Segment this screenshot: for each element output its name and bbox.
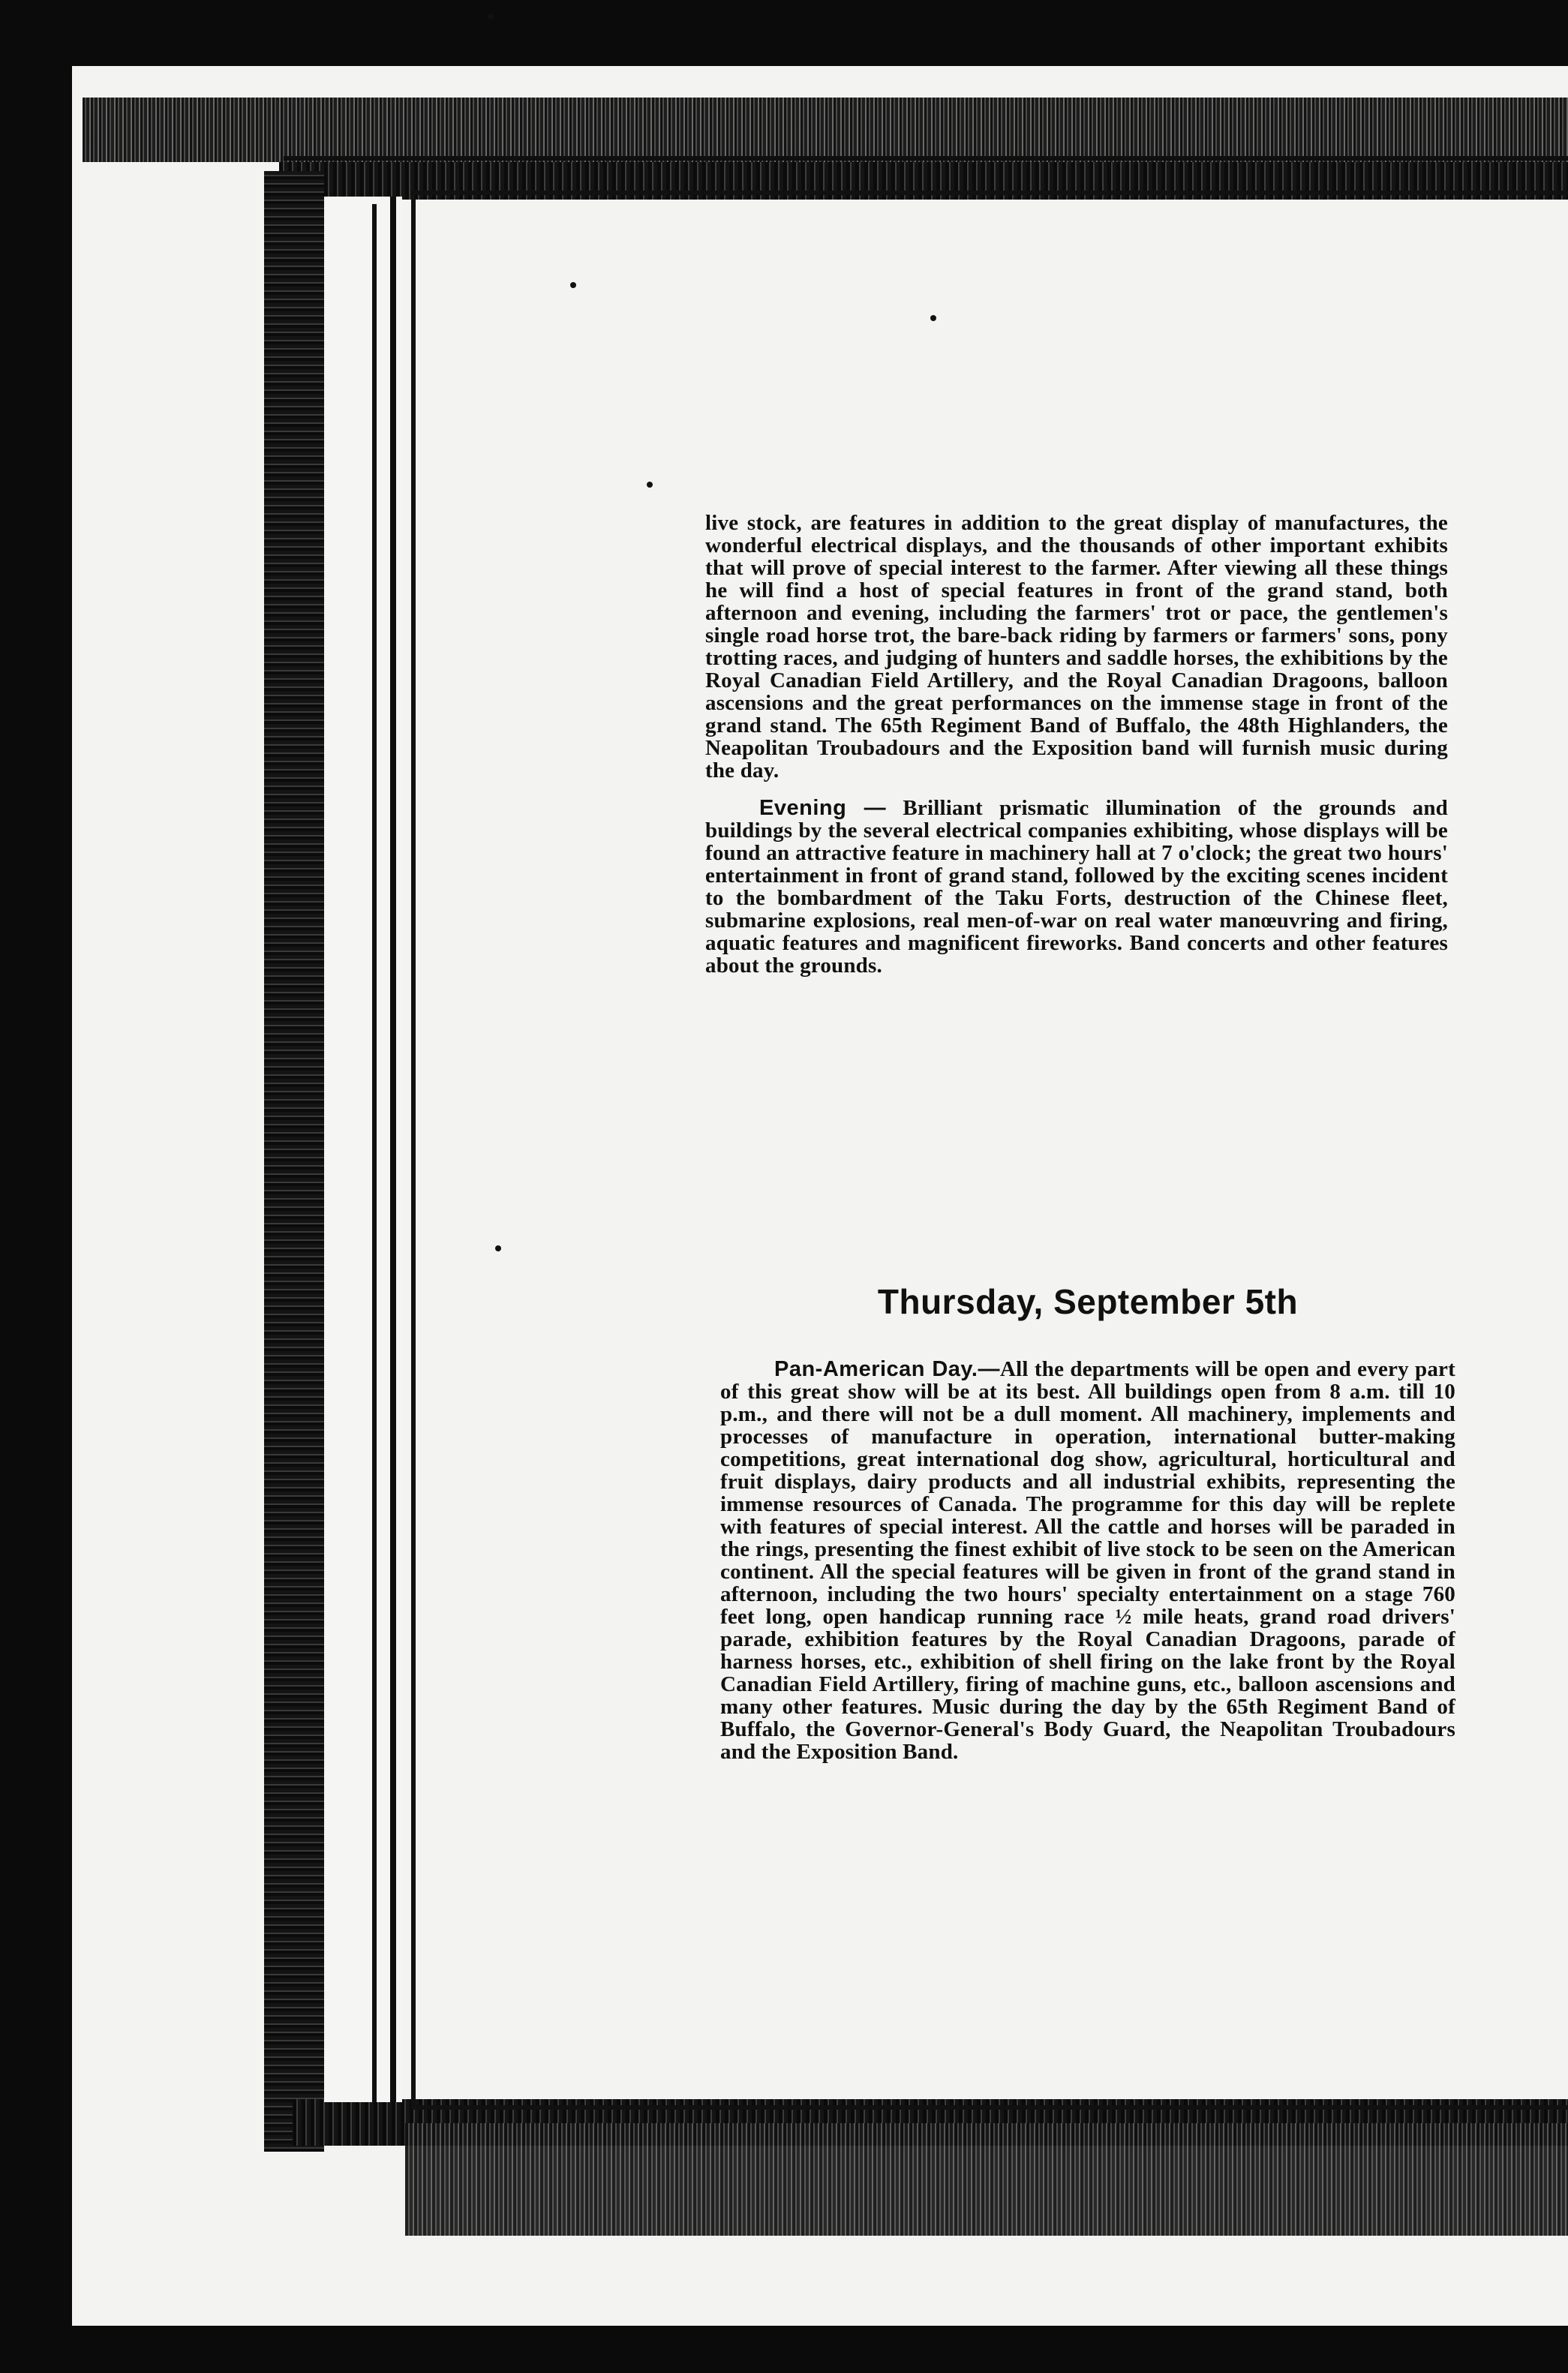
lead-in-pan-american: Pan-American Day.— bbox=[774, 1357, 1000, 1381]
bottom-ink-border bbox=[405, 2123, 1568, 2236]
frame-rule bbox=[390, 197, 396, 2102]
frame-rule bbox=[372, 204, 377, 2102]
frame-left-border bbox=[264, 171, 324, 2152]
article-top bbox=[705, 512, 1448, 977]
frame-outer-line bbox=[284, 156, 1568, 161]
top-ink-border bbox=[83, 98, 1568, 162]
lead-in-evening: Evening — bbox=[759, 796, 887, 820]
paragraph-text: Brilliant prismatic illumination of the grounds and buildings by the several electrical companies exhibiting, whose displays will be found an attractive feature in machinery hall at 7 o'clock; the great two hours' entertainment in front of grand stand, followed by the exciting scenes incident to the bombardment of the Taku Forts, destruction of the Chinese fleet, submarine explosions, real men-of-war on real water manœuvring and firing, aquatic features and magnificent fireworks. Band concerts and other features about the grounds. bbox=[705, 796, 1448, 978]
speck bbox=[647, 482, 653, 488]
paragraph-text: live stock, are features in addition to the great display of manufactures, the wonderful electrical displays, and the thousands of other important exhibits that will prove of special interest to the farmer. After viewing all these things he will find a host of special features in front of the grand stand, both afternoon and evening, including the farmers' trot or pace, the gentlemen's single road horse trot, the bare-back riding by farmers or farmers' sons, pony trotting races, and judging of hunters and saddle horses, the exhibitions by the Royal Canadian Field Artillery, and the Royal Canadian Dragoons, balloon ascensions and the great performances on the immense stage in front of the grand stand. The 65th Regiment Band of Buffalo, the 48th Highlanders, the Neapolitan Troubadours and the Exposition band will furnish music during the day. bbox=[705, 511, 1448, 782]
paragraph-pan-american-day bbox=[720, 1358, 1455, 1763]
paragraph-evening bbox=[705, 797, 1448, 977]
speck bbox=[570, 282, 576, 288]
section-heading: Thursday, September 5th bbox=[877, 1282, 1299, 1321]
speck bbox=[930, 315, 936, 321]
speck bbox=[495, 1245, 501, 1251]
article-bottom bbox=[720, 1281, 1455, 1763]
frame-top-rule bbox=[411, 191, 1568, 195]
speck bbox=[488, 14, 494, 20]
paragraph-live-stock bbox=[705, 512, 1448, 782]
frame-bottom-rule bbox=[411, 2105, 1568, 2110]
frame-rule bbox=[411, 200, 416, 2105]
paragraph-text: All the departments will be open and every part of this great show will be at its best. All buildings open from 8 a.m. till 10 p.m., and there will not be a dull moment. All machinery, implements and processes of manufacture in operation, international butter-making competitions, great international dog show, agricultural, horticultural and fruit displays, dairy products and all industrial exhibits, representing the immense resources of Canada. The programme for this day will be replete with features of special interest. All the cattle and horses will be paraded in the rings, presenting the finest exhibit of live stock to be seen on the American continent. All the special features will be given in front of the grand stand in afternoon, including the two hours' specialty entertainment on a stage 760 feet long, open handicap running race ½ mile heats, grand road drivers' parade, exhibition features by the Royal Canadian Dragoons, parade of harness horses, etc., exhibition of shell firing on the lake front by the Royal Canadian Field Artillery, firing of machine guns, etc., balloon ascensions and many other features. Music during the day by the 65th Regiment Band of Buffalo, the Governor-General's Body Guard, the Neapolitan Troubadours and the Exposition Band. bbox=[720, 1357, 1455, 1764]
